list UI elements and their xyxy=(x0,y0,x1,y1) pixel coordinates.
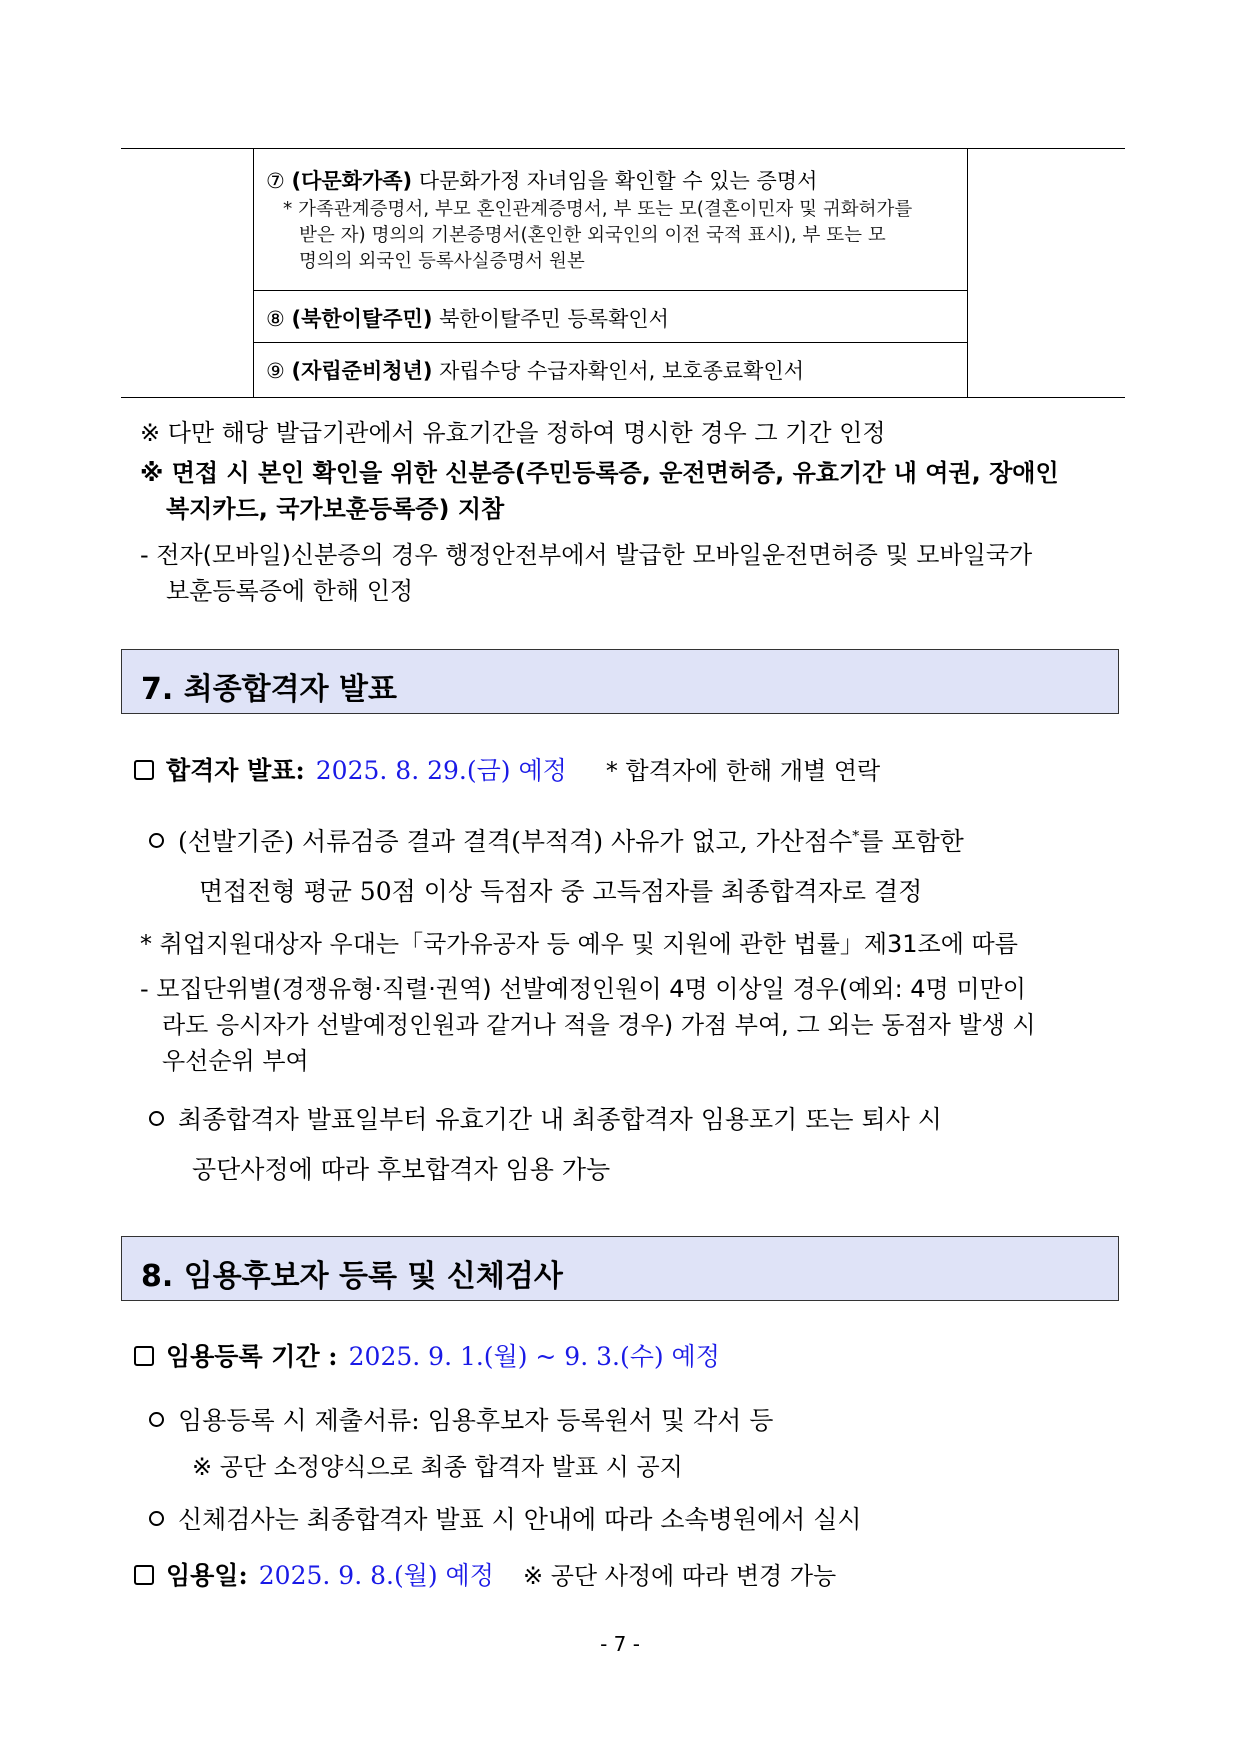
id-requirement-line1: ※ 면접 시 본인 확인을 위한 신분증(주민등록증, 운전면허증, 유효기간 내 여권, 장애인 xyxy=(140,459,1059,487)
page-number: - 7 - xyxy=(600,1632,640,1656)
table-row-multicultural xyxy=(266,165,817,195)
section-title: 8. 임용후보자 등록 및 신체검사 xyxy=(141,1259,563,1294)
checkbox-square-icon xyxy=(134,1346,154,1366)
row-category: (북한이탈주민) xyxy=(291,307,433,331)
bullet-circle-icon xyxy=(149,833,164,848)
table-row-divider xyxy=(253,342,967,343)
checkbox-square-icon xyxy=(134,1565,154,1585)
section-title: 7. 최종합격자 발표 xyxy=(141,672,398,707)
row-number: ⑦ xyxy=(266,169,285,193)
registration-date: 2025. 9. 1.(월) ~ 9. 3.(수) 예정 xyxy=(348,1342,720,1371)
registration-docs-note: ※ 공단 소정양식으로 최종 합격자 발표 시 공지 xyxy=(192,1453,683,1481)
row-text: 북한이탈주민 등록확인서 xyxy=(439,307,669,331)
table-row-independent-youth xyxy=(266,355,804,385)
checkbox-square-icon xyxy=(134,760,154,780)
announcement-line xyxy=(134,751,880,787)
row-number: ⑨ xyxy=(266,359,285,383)
bullet-circle-icon xyxy=(149,1111,164,1126)
table-divider-right xyxy=(967,149,968,397)
veteran-footnote: * 취업지원대상자 우대는「국가유공자 등 예우 및 지원에 관한 법률」제31조에 따름 xyxy=(140,930,1018,958)
criteria-line1: (선발기준) 서류검증 결과 결격(부적격) 사유가 없고, 가산점수*를 포함한 xyxy=(149,822,964,858)
tie-rule-line2: 라도 응시자가 선발예정인원과 같거나 적을 경우) 가점 부여, 그 외는 동점자 발생 시 xyxy=(162,1011,1036,1039)
row-category: (자립준비청년) xyxy=(291,359,433,383)
start-date-line xyxy=(134,1556,836,1592)
row-note-line1: * 가족관계증명서, 부모 혼인관계증명서, 부 또는 모(결혼이민자 및 귀화허가를 xyxy=(283,199,913,220)
announcement-label: 합격자 발표: xyxy=(166,756,305,785)
id-requirement-line2: 복지카드, 국가보훈등록증) 지참 xyxy=(166,495,505,523)
start-date-note: ※ 공단 사정에 따라 변경 가능 xyxy=(522,1562,837,1590)
document-table xyxy=(121,148,1125,398)
registration-period-line xyxy=(134,1337,720,1373)
tie-rule-line1: - 모집단위별(경쟁유형·직렬·권역) 선발예정인원이 4명 이상일 경우(예외: 4명 미만이 xyxy=(140,975,1026,1003)
section-header-7 xyxy=(121,649,1119,714)
row-text: 다문화가정 자녀임을 확인할 수 있는 증명서 xyxy=(418,169,818,193)
reserve-line1: 최종합격자 발표일부터 유효기간 내 최종합격자 임용포기 또는 퇴사 시 xyxy=(149,1100,942,1136)
table-row-divider xyxy=(253,290,967,291)
table-divider-left xyxy=(253,149,254,397)
row-category: (다문화가족) xyxy=(291,169,413,193)
start-date-label: 임용일: xyxy=(166,1561,248,1590)
reserve-line2: 공단사정에 따라 후보합격자 임용 가능 xyxy=(192,1155,611,1184)
bullet-circle-icon xyxy=(149,1412,164,1427)
bullet-circle-icon xyxy=(149,1511,164,1526)
table-row-defector xyxy=(266,303,669,333)
registration-label: 임용등록 기간 : xyxy=(166,1342,338,1371)
validity-note: ※ 다만 해당 발급기관에서 유효기간을 정하여 명시한 경우 그 기간 인정 xyxy=(140,419,886,447)
mobile-id-line2: 보훈등록증에 한해 인정 xyxy=(166,577,414,605)
medical-exam-line: 신체검사는 최종합격자 발표 시 안내에 따라 소속병원에서 실시 xyxy=(149,1500,862,1536)
row-number: ⑧ xyxy=(266,307,285,331)
tie-rule-line3: 우선순위 부여 xyxy=(162,1047,309,1075)
criteria-line2: 면접전형 평균 50점 이상 득점자 중 고득점자를 최종합격자로 결정 xyxy=(199,877,923,906)
announcement-note: * 합격자에 한해 개별 연락 xyxy=(605,757,881,785)
section-header-8 xyxy=(121,1236,1119,1301)
mobile-id-line1: - 전자(모바일)신분증의 경우 행정안전부에서 발급한 모바일운전면허증 및 모바일국가 xyxy=(140,541,1033,569)
row-text: 자립수당 수급자확인서, 보호종료확인서 xyxy=(439,359,805,383)
row-note-line3: 명의의 외국인 등록사실증명서 원본 xyxy=(299,251,585,272)
announcement-date: 2025. 8. 29.(금) 예정 xyxy=(315,756,567,785)
start-date-value: 2025. 9. 8.(월) 예정 xyxy=(258,1561,494,1590)
registration-docs-line: 임용등록 시 제출서류: 임용후보자 등록원서 및 각서 등 xyxy=(149,1401,773,1437)
row-note-line2: 받은 자) 명의의 기본증명서(혼인한 외국인의 이전 국적 표시), 부 또는 모 xyxy=(299,225,886,246)
